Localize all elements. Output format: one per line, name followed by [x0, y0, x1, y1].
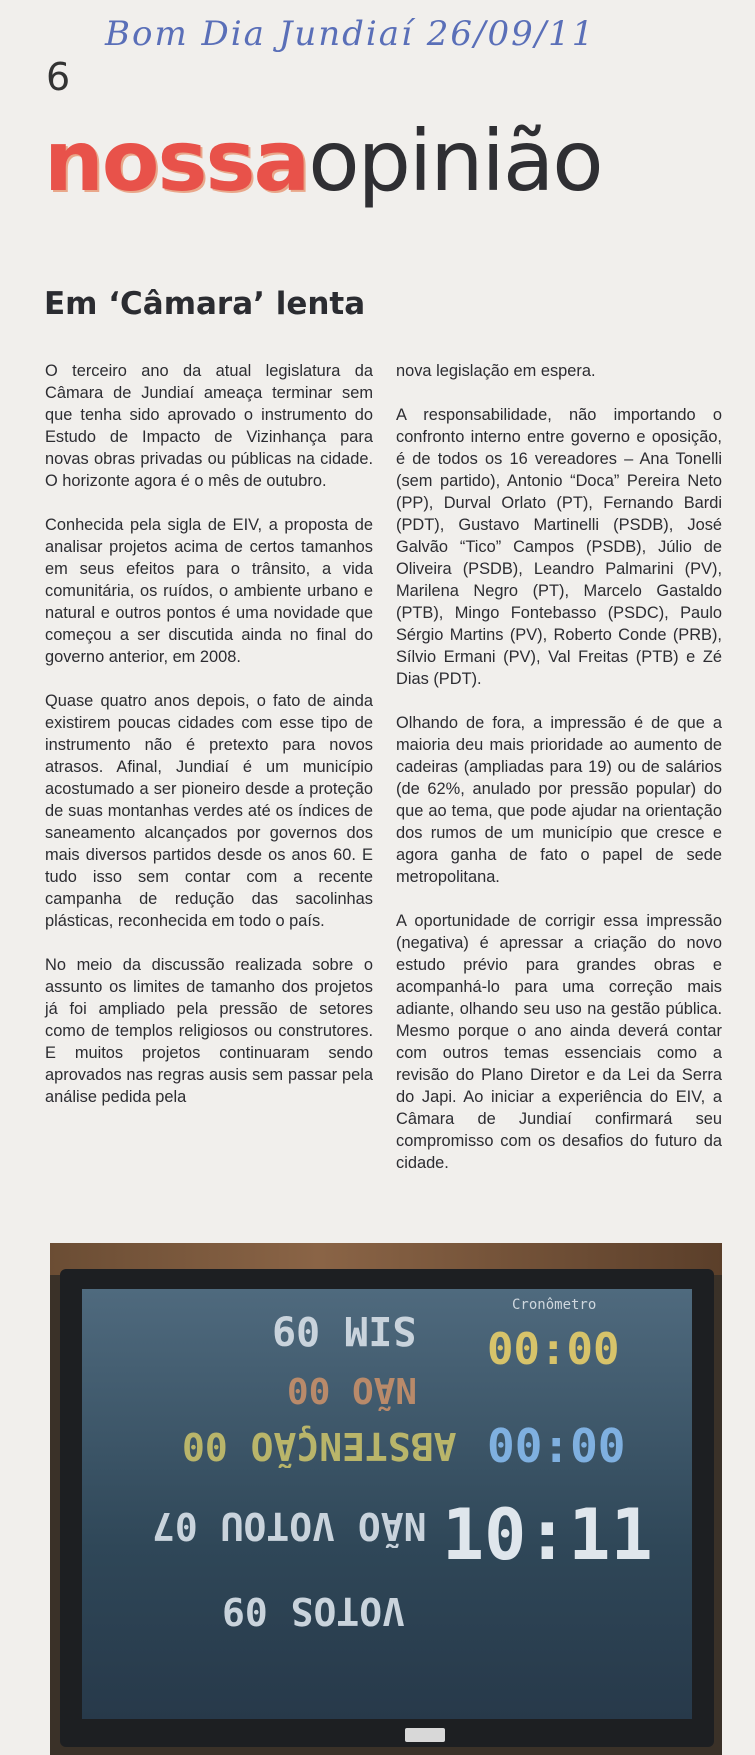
- article-column-right: [396, 360, 722, 1196]
- masthead-nossa: nossa: [44, 112, 309, 210]
- article-column-left: [45, 360, 373, 1130]
- section-masthead: [44, 112, 602, 212]
- paragraph: O terceiro ano da atual legislatura da Câmara de Jundiaí ameaça terminar sem que tenha sido aprovado o instrumento do Estudo de Impacto de Vizinhança para novas obras privadas ou públicas na cidade. O horizonte agora é o mês de outubro.: [45, 362, 373, 490]
- board-clock: 10:11: [442, 1494, 653, 1576]
- board-votos: VOTOS 09: [222, 1589, 406, 1633]
- paragraph: Quase quatro anos depois, o fato de ainda existirem poucas cidades com esse tipo de instrumento não é pretexto para novos atrasos. Afinal, Jundiaí é um município acostumado a ser pioneiro desde a proteção de suas montanhas verdes até os índices de saneamento alcançados por governos dos mais diversos partidos desde os anos 60. E tudo isso sem contar com a recente campanha de redução das sacolinhas plásticas, reconhecida em todo o país.: [45, 692, 373, 930]
- monitor-logo: [405, 1728, 445, 1742]
- monitor-screen: [82, 1289, 692, 1719]
- board-timer-2: 00:00: [487, 1419, 626, 1473]
- paragraph: A responsabilidade, não importando o confronto interno entre governo e oposição, é de todos os 16 vereadores – Ana Tonelli (sem partido), Antonio “Doca” Pereira Neto (PP), Durval Orlato (PT), Fernando Bardi (PDT), Gustavo Martinelli (PSDB), José Galvão “Tico” Campos (PSDB), Júlio de Oliveira (PSDB), Leandro Palmarini (PV), Marilena Negro (PT), Marcelo Gastaldo (PTB), Mingo Fontebasso (PSDC), Paulo Sérgio Martins (PV), Roberto Conde (PRB), Sílvio Ermani (PV), Val Freitas (PTB) e Zé Dias (PDT).: [396, 406, 722, 688]
- paragraph: nova legislação em espera.: [396, 362, 596, 380]
- page-number: 6: [46, 55, 71, 99]
- voting-board-photo: [50, 1243, 722, 1755]
- paragraph: A oportunidade de corrigir essa impressão (negativa) é apressar a criação do novo estudo prévio para grandes obras e acompanhá-lo para uma correção mais adiante, olhando seu uso na gestão pública. Mesmo porque o ano ainda deverá contar com outros temas essenciais como a revisão do Plano Diretor e da Lei da Serra do Japi. Ao iniciar a experiência do EIV, a Câmara de Jundiaí confirmará seu compromisso com os desafios do futuro da cidade.: [396, 912, 722, 1172]
- paragraph: Conhecida pela sigla de EIV, a proposta de analisar projetos acima de certos tamanhos em seus efeitos para o trânsito, a vida comunitária, os ruídos, o ambiente urbano e natural e outros pontos é uma novidade que começou a ser discutida ainda no final do governo anterior, em 2008.: [45, 516, 373, 666]
- article-headline: Em ‘Câmara’ lenta: [44, 286, 366, 322]
- board-nao: NÃO 00: [287, 1369, 418, 1410]
- board-cronometro-label: Cronômetro: [512, 1297, 597, 1313]
- masthead-opiniao: opinião: [308, 112, 602, 210]
- paragraph: Olhando de fora, a impressão é de que a maioria deu mais prioridade ao aumento de cadeiras (ampliadas para 19) ou de salários (de 62%, anulado por pressão popular) do que ao tema, que pode ajudar na orientação dos rumos de um município que cresce e agora ganha de fato o papel de sede metropolitana.: [396, 714, 722, 886]
- board-nao-votou: NÃO VOTOU 07: [152, 1504, 427, 1548]
- board-abstencao: ABSTENÇÃO 00: [182, 1424, 457, 1468]
- board-timer-1: 00:00: [487, 1324, 620, 1375]
- handwritten-annotation: Bom Dia Jundiaí 26/09/11: [105, 14, 596, 54]
- paragraph: No meio da discussão realizada sobre o assunto os limites de tamanho dos projetos já foi ampliado pela pressão de setores como de templos religiosos ou construtores. E muitos projetos continuaram sendo aprovados nas regras ausis sem passar pela análise pedida pela: [45, 956, 373, 1106]
- board-sim: SIM 09: [272, 1307, 417, 1353]
